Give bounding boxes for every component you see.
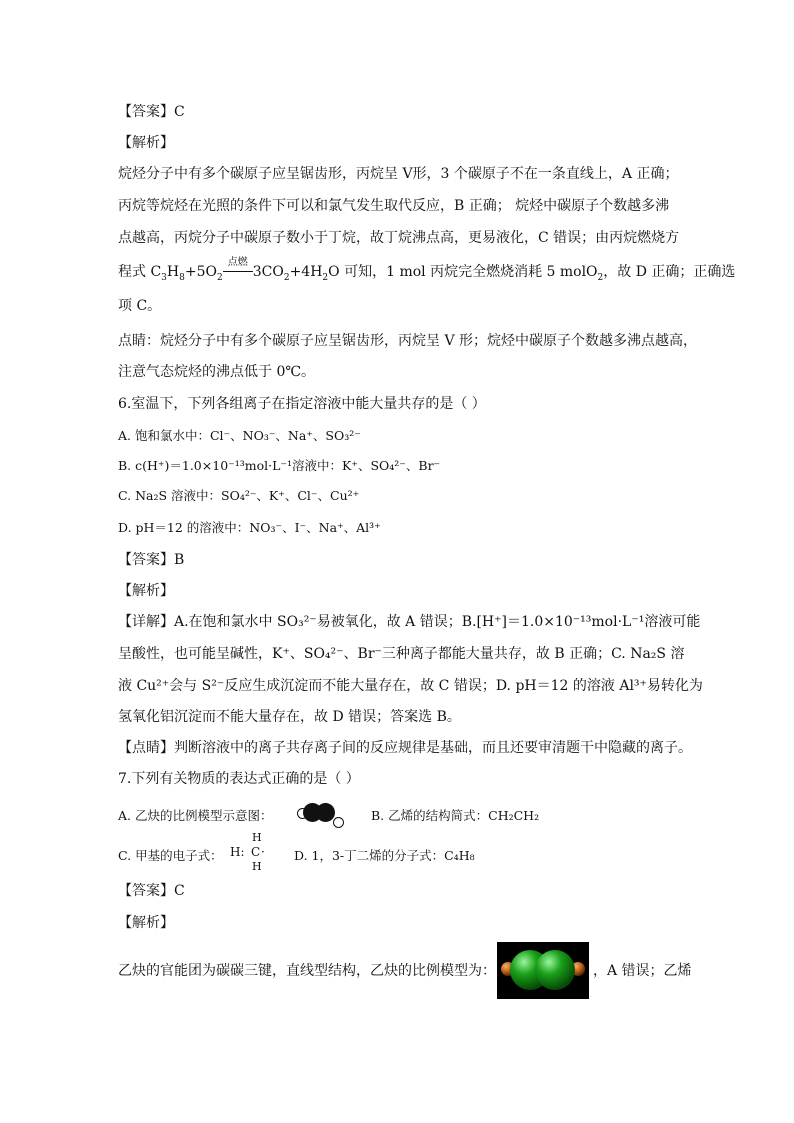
- q7-stem: 7.下列有关物质的表达式正确的是（ ）: [118, 771, 360, 787]
- eq-text: 程式 C: [118, 264, 162, 280]
- note-line-1: 点睛：烷烃分子中有多个碳原子应呈锯齿形，丙烷呈 V 形；烷烃中碳原子个数越多沸点越高，: [118, 333, 698, 349]
- eq-sub: 8: [179, 272, 185, 283]
- q6-option-c: C. Na₂S 溶液中：SO₄²⁻、K⁺、Cl⁻、Cu²⁺: [118, 488, 360, 503]
- q6-option-a: A. 饱和氯水中：Cl⁻、NO₃⁻、Na⁺、SO₃²⁻: [118, 428, 361, 443]
- eq-text: +5O: [184, 264, 217, 280]
- q7-answer-label: 【答案】C: [118, 883, 185, 899]
- q6-stem: 6.室温下，下列各组离子在指定溶液中能大量共存的是（ ）: [118, 396, 486, 412]
- q7-option-c: C. 甲基的电子式：: [118, 848, 223, 863]
- eq-sub: 3: [161, 272, 167, 283]
- analysis-line-1: 烷烃分子中有多个碳原子应呈锯齿形，丙烷呈 V形，3 个碳原子不在一条直线上，A 正确；: [118, 166, 679, 182]
- q6-analysis-label: 【解析】: [118, 583, 174, 599]
- eq-text: O 可知，1 mol 丙烷完全燃烧消耗 5 molO: [328, 264, 598, 280]
- q6-tip: 【点睛】判断溶液中的离子共存离子间的反应规律是基础，而且还要审清题干中隐藏的离子。: [118, 740, 692, 756]
- eq-sub: 2: [216, 272, 223, 283]
- q7-analysis-text-tail: ，A 错误；乙烯: [593, 963, 692, 979]
- q7-option-d: D. 1，3-丁二烯的分子式：C₄H₈: [294, 848, 475, 863]
- q6-answer-label: 【答案】B: [118, 552, 185, 568]
- acetylene-space-filling-model-image: [497, 942, 589, 999]
- q7-option-b: B. 乙烯的结构简式：CH₂CH₂: [371, 808, 540, 823]
- eq-sub: 2: [597, 272, 604, 283]
- eq-sub: 2: [283, 272, 290, 283]
- eq-sub: 2: [322, 272, 329, 283]
- formula-carbon: C: [251, 845, 261, 859]
- q6-detail-line-3: 液 Cu²⁺会与 S²⁻反应生成沉淀而不能大量存在，故 C 错误；D. pH＝12 的溶液 Al³⁺易转化为: [118, 678, 703, 694]
- arrow-condition: 点燃: [227, 257, 248, 268]
- q7-analysis-label: 【解析】: [118, 915, 174, 931]
- q6-option-d: D. pH＝12 的溶液中：NO₃⁻、I⁻、Na⁺、Al³⁺: [118, 520, 381, 535]
- formula-h-bottom: H: [252, 860, 262, 873]
- formula-h-top: H: [252, 831, 262, 844]
- combustion-equation-line: [118, 257, 736, 283]
- analysis-line-2: 丙烷等烷烃在光照的条件下可以和氯气发生取代反应，B 正确； 烷烃中碳原子个数越多沸: [118, 198, 670, 214]
- eq-text: 3CO: [252, 264, 284, 280]
- q7-analysis-text: 乙炔的官能团为碳碳三键，直线型结构，乙炔的比例模型为：: [118, 963, 496, 979]
- analysis-label: 【解析】: [118, 135, 174, 151]
- eq-text: H: [166, 264, 180, 280]
- answer-label: 【答案】C: [118, 104, 185, 120]
- q6-detail-line-1: 【详解】A.在饱和氯水中 SO₃²⁻易被氧化，故 A 错误；B.[H⁺]＝1.0×10⁻¹³mol·L⁻¹溶液可能: [118, 614, 701, 630]
- analysis-line-5: 项 C。: [118, 298, 162, 314]
- q6-detail-line-4: 氢氧化铝沉淀而不能大量存在，故 D 错误；答案选 B。: [118, 709, 461, 725]
- analysis-line-3: 点越高，丙烷分子中碳原子数小于丁烷，故丁烷沸点高，更易液化，C 错误；由丙烷燃烧方: [118, 230, 680, 246]
- q6-detail-line-2: 呈酸性，也可能呈碱性，K⁺、SO₄²⁻、Br⁻三种离子都能大量共存，故 B 正确；C. Na₂S 溶: [118, 646, 685, 662]
- acetylene-model-sketch: [297, 803, 347, 829]
- formula-radical-dot: ·: [261, 845, 265, 859]
- q6-option-b: B. c(H⁺)＝1.0×10⁻¹³mol·L⁻¹溶液中：K⁺、SO₄²⁻、Br⁻: [118, 458, 441, 473]
- methyl-electron-formula: [230, 832, 270, 876]
- carbon-ball-right: [316, 803, 335, 822]
- formula-h-left: H:: [230, 845, 245, 859]
- hydrogen-ball-right: [333, 817, 344, 828]
- q7-option-a: A. 乙炔的比例模型示意图：: [118, 808, 273, 823]
- eq-text: +4H: [289, 264, 323, 280]
- reaction-arrow: [223, 257, 253, 282]
- note-line-2: 注意气态烷烃的沸点低于 0℃。: [118, 364, 316, 380]
- eq-text: ，故 D 正确；正确选: [603, 264, 736, 280]
